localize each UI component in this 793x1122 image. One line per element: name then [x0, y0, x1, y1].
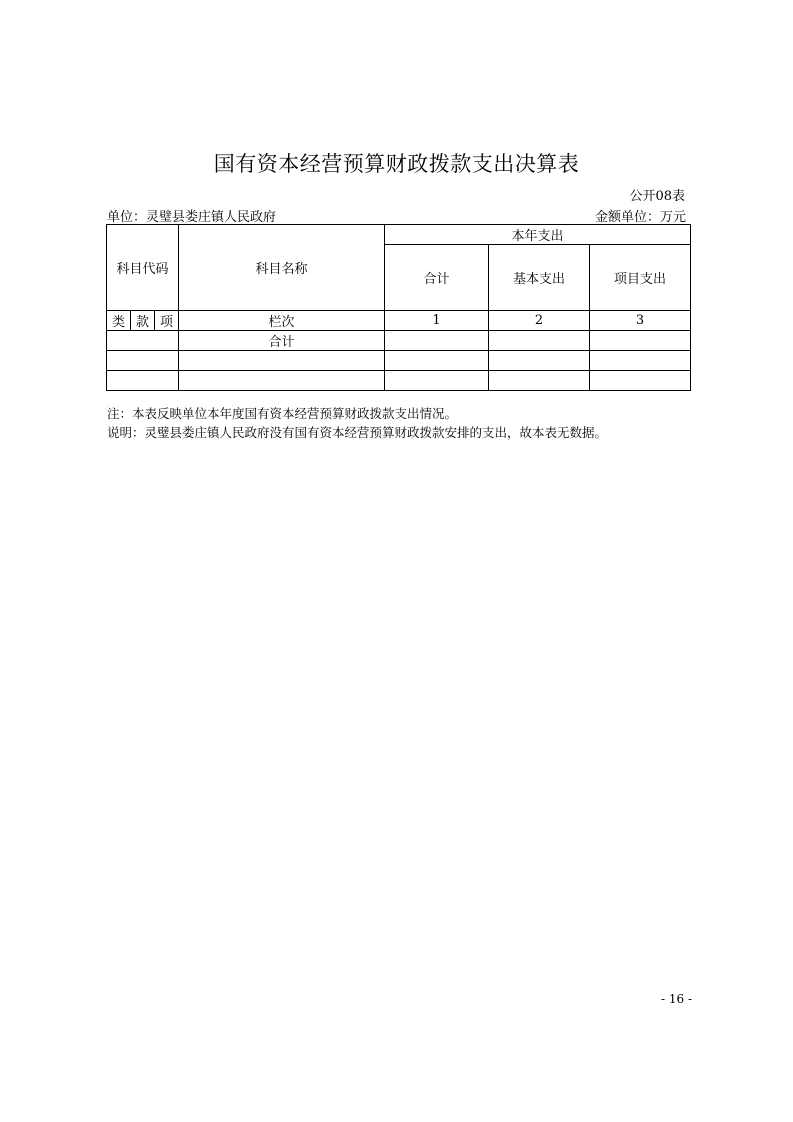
empty-row-code	[107, 351, 179, 371]
header-total: 合计	[385, 245, 489, 311]
empty-row-total	[385, 351, 489, 371]
total-row-total	[385, 331, 489, 351]
header-subject-code: 科目代码	[107, 225, 179, 311]
total-row-basic	[489, 331, 590, 351]
empty-row-name	[179, 371, 385, 391]
header-section: 款	[131, 311, 155, 331]
explanation-text: 说明：灵璧县娄庄镇人民政府没有国有资本经营预算财政拨款安排的支出，故本表无数据。	[107, 425, 608, 440]
empty-row-total	[385, 371, 489, 391]
expenditure-table	[106, 224, 691, 391]
total-row-code	[107, 331, 179, 351]
header-category: 类	[107, 311, 131, 331]
column-index-1: 1	[385, 311, 489, 331]
empty-row-basic	[489, 351, 590, 371]
empty-row-project	[590, 351, 691, 371]
column-index-3: 3	[590, 311, 691, 331]
column-index-2: 2	[489, 311, 590, 331]
total-row-project	[590, 331, 691, 351]
page-number: - 16 -	[660, 992, 692, 1006]
row-index-label: 栏次	[179, 311, 385, 331]
note-text: 注：本表反映单位本年度国有资本经营预算财政拨款支出情况。	[107, 406, 458, 421]
unit-label: 单位：灵璧县娄庄镇人民政府	[107, 210, 277, 225]
amount-unit-label: 金额单位：万元	[594, 210, 686, 225]
header-item: 项	[155, 311, 179, 331]
empty-row-basic	[489, 371, 590, 391]
total-row-label: 合计	[179, 331, 385, 351]
empty-row-name	[179, 351, 385, 371]
header-basic-spending: 基本支出	[489, 245, 590, 311]
header-project-spending: 项目支出	[590, 245, 691, 311]
empty-row-code	[107, 371, 179, 391]
header-subject-name: 科目名称	[179, 225, 385, 311]
header-year-spending: 本年支出	[385, 225, 691, 245]
page-title: 国有资本经营预算财政拨款支出决算表	[213, 152, 580, 176]
empty-row-project	[590, 371, 691, 391]
form-code: 公开08表	[629, 189, 685, 204]
